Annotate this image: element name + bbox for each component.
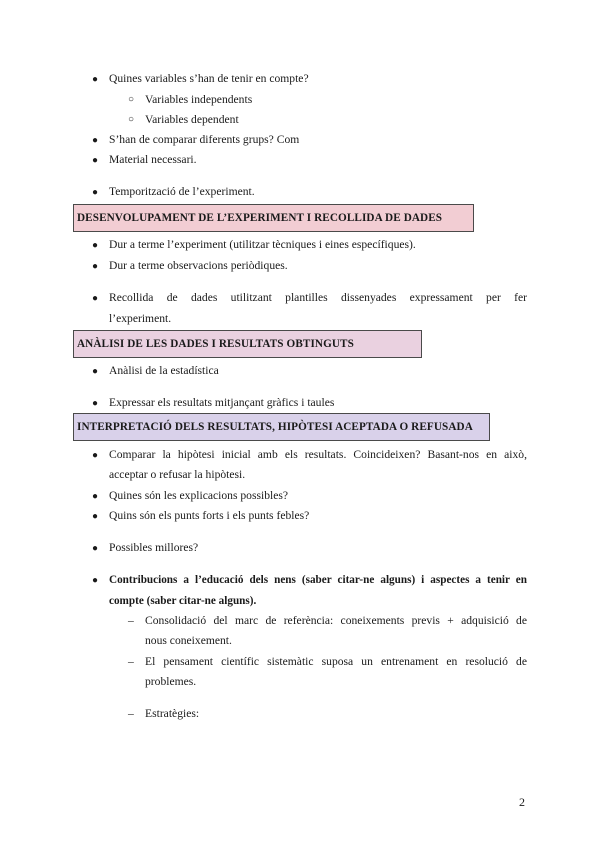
list-item: Possibles millores? <box>109 541 199 554</box>
section-heading-development: DESENVOLUPAMENT DE L’EXPERIMENT I RECOLLIDA DE DADES <box>73 204 474 232</box>
list-item-line: acceptar o refusar la hipòtesi. <box>109 468 246 481</box>
list-item-line: Recollida de dades utilitzant plantilles dissenyades expressament per fer <box>109 291 527 304</box>
dash-bullet-icon: – <box>128 614 134 627</box>
dash-item-line: Consolidació del marc de referència: coneixements previs + adquisició de <box>145 614 527 627</box>
sub-list-item: Variables dependent <box>145 113 239 126</box>
list-item: Quins són els punts forts i els punts febles? <box>109 509 310 522</box>
bullet-icon: ● <box>92 240 99 251</box>
sub-list-item: Variables independents <box>145 93 253 106</box>
bullet-icon: ● <box>92 366 99 377</box>
list-item: Dur a terme l’experiment (utilitzar tècniques i eines específiques). <box>109 238 416 251</box>
bullet-icon: ● <box>92 261 99 272</box>
bullet-icon: ● <box>92 450 99 461</box>
bullet-icon: ● <box>92 155 99 166</box>
list-item: Anàlisi de la estadística <box>109 364 219 377</box>
dash-item-line: problemes. <box>145 675 197 688</box>
page-number: 2 <box>519 795 525 809</box>
list-item: Dur a terme observacions periòdiques. <box>109 259 288 272</box>
bullet-icon: ● <box>92 511 99 522</box>
list-item: Quines variables s’han de tenir en compte? <box>109 72 309 85</box>
list-item: S’han de comparar diferents grups? Com <box>109 133 300 146</box>
bullet-icon: ● <box>92 187 99 198</box>
dash-bullet-icon: – <box>128 655 134 668</box>
bullet-icon: ● <box>92 293 99 304</box>
bold-list-item-line: compte (saber citar-ne alguns). <box>109 595 257 607</box>
list-item-line: Comparar la hipòtesi inicial amb els resultats. Coincideixen? Basant-nos en això, <box>109 448 527 461</box>
section-heading-analysis: ANÀLISI DE LES DADES I RESULTATS OBTINGUTS <box>73 330 422 358</box>
dash-item-line: nous coneixement. <box>145 634 232 647</box>
list-item: Temporització de l’experiment. <box>109 185 255 198</box>
list-item: Quines són les explicacions possibles? <box>109 489 289 502</box>
section-heading-interpretation: INTERPRETACIÓ DELS RESULTATS, HIPÒTESI ACEPTADA O REFUSADA <box>73 413 490 441</box>
bullet-icon: ● <box>92 398 99 409</box>
bullet-icon: ● <box>92 575 99 586</box>
bullet-icon: ● <box>92 543 99 554</box>
list-item-line: l’experiment. <box>109 312 172 325</box>
dash-item: Estratègies: <box>145 707 200 720</box>
circle-bullet-icon: ○ <box>128 94 135 105</box>
dash-item-line: El pensament científic sistemàtic suposa un entrenament en resolució de <box>145 655 527 668</box>
bold-list-item-line: Contribucions a l’educació dels nens (saber citar-ne alguns) i aspectes a tenir en <box>109 574 527 586</box>
bullet-icon: ● <box>92 135 99 146</box>
dash-bullet-icon: – <box>128 707 134 720</box>
list-item: Expressar els resultats mitjançant gràfics i taules <box>109 396 335 409</box>
bullet-icon: ● <box>92 74 99 85</box>
list-item: Material necessari. <box>109 153 197 166</box>
circle-bullet-icon: ○ <box>128 114 135 125</box>
bullet-icon: ● <box>92 491 99 502</box>
